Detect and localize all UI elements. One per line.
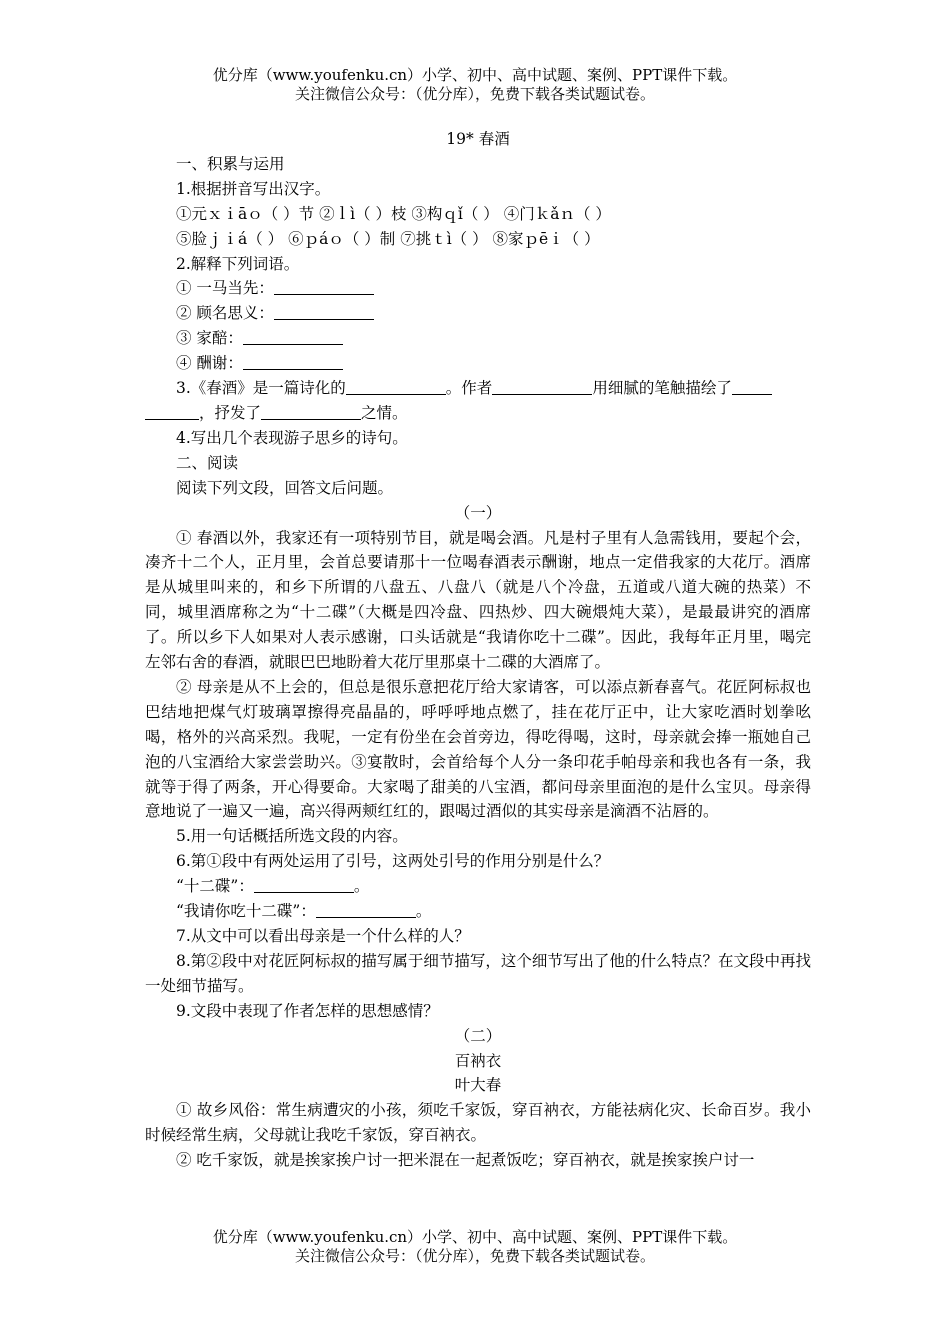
q1-row-2: ⑤脸ｊｉá（ ） ⑥ｐáｏ（ ）制 ⑦挑ｔì（ ） ⑧家ｐēｉ（ ） — [176, 229, 600, 248]
q2-item-1: ① 一马当先： — [145, 276, 811, 301]
q2-prompt: 2.解释下列词语。 — [176, 254, 300, 273]
q2-item-3: ③ 家醅： — [145, 326, 811, 351]
answer-blank — [254, 876, 354, 893]
footer-line-1: 优分库（www.youfenku.cn）小学、初中、高中试题、案例、PPT课件下载。 — [212, 1228, 738, 1246]
header-line-2: 关注微信公众号：（优分库），免费下载各类试题试卷。 — [294, 85, 655, 103]
reading-instruction: 阅读下列文段，回答文后问题。 — [176, 478, 394, 497]
passage2-author: 叶大春 — [454, 1076, 502, 1095]
page-footer — [0, 1228, 950, 1266]
answer-blank — [145, 403, 199, 420]
header-line-1: 优分库（www.youfenku.cn）小学、初中、高中试题、案例、PPT课件下载。 — [212, 66, 738, 84]
answer-blank — [316, 901, 416, 918]
lesson-title: 19* 春酒 — [446, 130, 510, 148]
q3: 3.《春酒》是一篇诗化的 。作者 用细腻的笔触描绘了 — [145, 376, 811, 401]
answer-blank — [732, 378, 772, 395]
answer-blank — [274, 303, 374, 320]
q6-answer-a: “十二碟”： 。 — [176, 877, 370, 896]
answer-blank — [346, 378, 446, 395]
passage1-paragraph-1: ① 春酒以外，我家还有一项特别节目，就是喝会酒。凡是村子里有人急需钱用，要起个会，凑齐十二个人，正月里，会首总要请那十一位喝春酒表示酬谢，地点一定借我家的大花厅。酒席是从城里叫来的，和乡下所谓的八盘五、八盘八（就是八个冷盘，五道或八道大碗的热菜）不同，城里酒席称之为“十二碟”（大概是四冷盘、四热炒、四大碗煨炖大菜），是最最讲究的酒席了。所以乡下人如果对人表示感谢，口头话就是“我请你吃十二碟”。因此，我每年正月里，喝完左邻右舍的春酒，就眼巴巴地盼着大花厅里那桌十二碟的大酒席了。 — [145, 528, 811, 672]
answer-blank — [261, 403, 361, 420]
q5: 5.用一句话概括所选文段的内容。 — [176, 827, 408, 846]
q2-item-2: ② 顾名思义： — [145, 301, 811, 326]
part2-heading: 二、阅读 — [176, 453, 239, 472]
passage2-title: 百衲衣 — [454, 1051, 502, 1070]
passage2-label: （二） — [454, 1026, 502, 1045]
q4: 4.写出几个表现游子思乡的诗句。 — [176, 428, 408, 447]
q2-item-4: ④ 酬谢： — [145, 351, 811, 376]
q7: 7.从文中可以看出母亲是一个什么样的人？ — [176, 927, 470, 945]
q1-row-1: ①元ｘｉāｏ（ ）节 ②ｌì（ ）枝 ③构ｑǐ（ ） ④门ｋǎｎ（ ） — [176, 204, 611, 223]
q6-answer-b: “我请你吃十二碟”： 。 — [176, 902, 432, 921]
q1-prompt: 1.根据拼音写出汉字。 — [176, 179, 331, 198]
answer-blank — [274, 278, 374, 295]
document-body — [145, 127, 811, 1173]
q6: 6.第①段中有两处运用了引号，这两处引号的作用分别是什么？ — [176, 852, 610, 871]
q9: 9.文段中表现了作者怎样的思想感情？ — [176, 1001, 439, 1020]
answer-blank — [243, 328, 343, 345]
answer-blank — [243, 353, 343, 370]
passage1-label: （一） — [454, 503, 502, 522]
footer-line-2: 关注微信公众号：（优分库），免费下载各类试题试卷。 — [294, 1247, 655, 1265]
answer-blank — [492, 378, 592, 395]
passage2-paragraph-2: ② 吃千家饭，就是挨家挨户讨一把米混在一起煮饭吃；穿百衲衣，就是挨家挨户讨一 — [176, 1151, 755, 1170]
q8: 8.第②段中对花匠阿标叔的描写属于细节描写，这个细节写出了他的什么特点？在文段中再找一处细节描写。 — [145, 951, 811, 995]
passage2-paragraph-1: ① 故乡风俗：常生病遭灾的小孩，须吃千家饭，穿百衲衣，方能祛病化灾、长命百岁。我小时候经常生病，父母就让我吃千家饭，穿百衲衣。 — [145, 1101, 811, 1145]
page-header — [0, 66, 950, 104]
part1-heading: 一、积累与运用 — [176, 154, 285, 173]
passage1-paragraph-2: ② 母亲是从不上会的，但总是很乐意把花厅给大家请客，可以添点新春喜气。花匠阿标叔也巴结地把煤气灯玻璃罩擦得亮晶晶的，呼呼呼地点燃了，挂在花厅正中，让大家吃酒时划拳吆喝，格外的兴高采烈。我呢，一定有份坐在会首旁边，得吃得喝，这时，母亲就会捧一瓶她自己泡的八宝酒给大家尝尝助兴。③宴散时，会首给每个人分一条印花手帕母亲和我也各有一条，我就等于得了两条，开心得要命。大家喝了甜美的八宝酒，都问母亲里面泡的是什么宝贝。母亲得意地说了一遍又一遍，高兴得两颊红红的，跟喝过酒似的其实母亲是滴酒不沾唇的。 — [145, 677, 811, 821]
q3-continued: ，抒发了 之情。 — [145, 401, 811, 426]
